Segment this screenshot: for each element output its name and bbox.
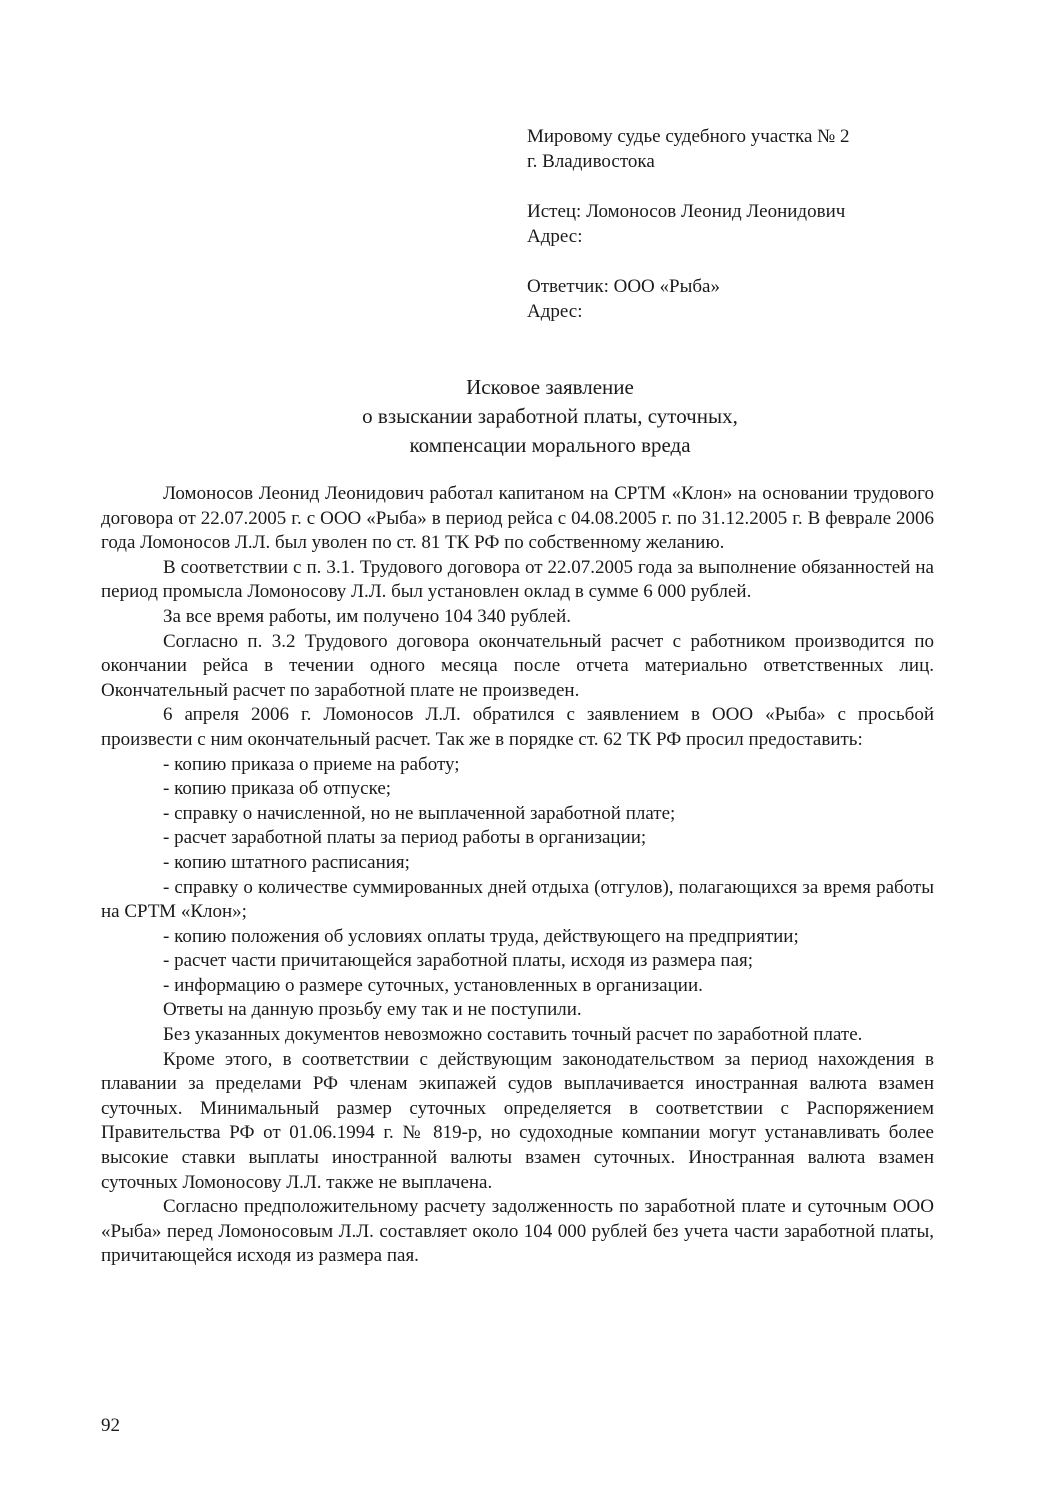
paragraph-currency: Кроме этого, в соответствии с действующим законодательством за период нахождения в плавании за пределами РФ членам экипажей судов выплачивается иностранная валюта взамен суточных. Минимальный размер суточных определяется в соответствии с Распоряжением Правительства РФ от 01.06.1994 г. № 819-р, но судоходные компании могут устанавливать более высокие ставки выплаты иностранной валюты взамен суточных. Иностранная валюта взамен суточных Ломоносову Л.Л. также не выплачена. [101, 1048, 934, 1193]
defendant-address: Адрес: [527, 301, 583, 322]
paragraph-employment: Ломоносов Леонид Леонидович работал капитаном на СРТМ «Клон» на основании трудового договора от 22.07.2005 г. с ООО «Рыба» в период рейса с 04.08.2005 г. по 31.12.2005 г. В феврале 2006 года Ломоносов Л.Л. был уволен по ст. 81 ТК РФ по собственному желанию. [101, 483, 934, 554]
title-line-2: о взыскании заработной платы, суточных, [362, 404, 738, 428]
paragraph-received: За все время работы, им получено 104 340 рублей. [163, 605, 572, 627]
list-item: - справку о начисленной, но не выплаченной заработной плате; [163, 802, 676, 824]
court-block [527, 124, 947, 174]
list-item: - информацию о размере суточных, установленных в организации. [163, 974, 703, 996]
list-item: - расчет части причитающейся заработной платы, исходя из размера пая; [163, 950, 754, 972]
paragraph-salary: В соответствии с п. 3.1. Трудового договора от 22.07.2005 года за выполнение обязанностей на период промысла Ломоносову Л.Л. был установлен оклад в сумме 6 000 рублей. [101, 556, 934, 603]
document-body [101, 482, 934, 1269]
court-line: Мировому судье судебного участка № 2 [527, 126, 850, 147]
paragraph-request: 6 апреля 2006 г. Ломоносов Л.Л. обратился с заявлением в ООО «Рыба» с просьбой произвести с ним окончательный расчет. Так же в порядке ст. 62 ТК РФ просил предоставить: [101, 704, 934, 750]
defendant-line: Ответчик: ООО «Рыба» [527, 276, 720, 297]
paragraph-debt: Согласно предположительному расчету задолженность по заработной плате и суточным ООО «Рыба» перед Ломоносовым Л.Л. составляет около 104 000 рублей без учета части заработной платы, причитающейся исходя из размера пая. [101, 1196, 934, 1267]
defendant-block [527, 274, 947, 324]
plaintiff-address: Адрес: [527, 226, 583, 247]
plaintiff-line: Истец: Ломоносов Леонид Леонидович [527, 201, 846, 222]
addressee-block [527, 124, 947, 349]
paragraph-settlement: Согласно п. 3.2 Трудового договора окончательный расчет с работником производится по окончании рейса в течении одного месяца после отчета материально ответственных лиц. Окончательный расчет по заработной плате не произведен. [101, 630, 934, 701]
document-title [100, 373, 1000, 460]
paragraph-no-documents: Без указанных документов невозможно составить точный расчет по заработной плате. [163, 1024, 863, 1046]
list-item: - расчет заработной платы за период работы в организации; [163, 827, 647, 849]
list-item: - копию приказа об отпуске; [163, 778, 392, 800]
court-city-line: г. Владивостока [527, 151, 655, 172]
list-item: - копию положения об условиях оплаты труда, действующего на предприятии; [163, 925, 799, 947]
title-line-3: компенсации морального вреда [409, 433, 691, 457]
list-item: - копию приказа о приеме на работу; [163, 753, 460, 775]
page-number: 92 [101, 1415, 120, 1436]
plaintiff-block [527, 199, 947, 249]
list-item: - справку о количестве суммированных дней отдыха (отгулов), полагающихся за время работы на СРТМ «Клон»; [101, 876, 934, 923]
title-line-1: Исковое заявление [466, 375, 634, 399]
paragraph-no-answer: Ответы на данную прозьбу ему так и не поступили. [163, 999, 582, 1021]
list-item: - копию штатного расписания; [163, 851, 410, 873]
